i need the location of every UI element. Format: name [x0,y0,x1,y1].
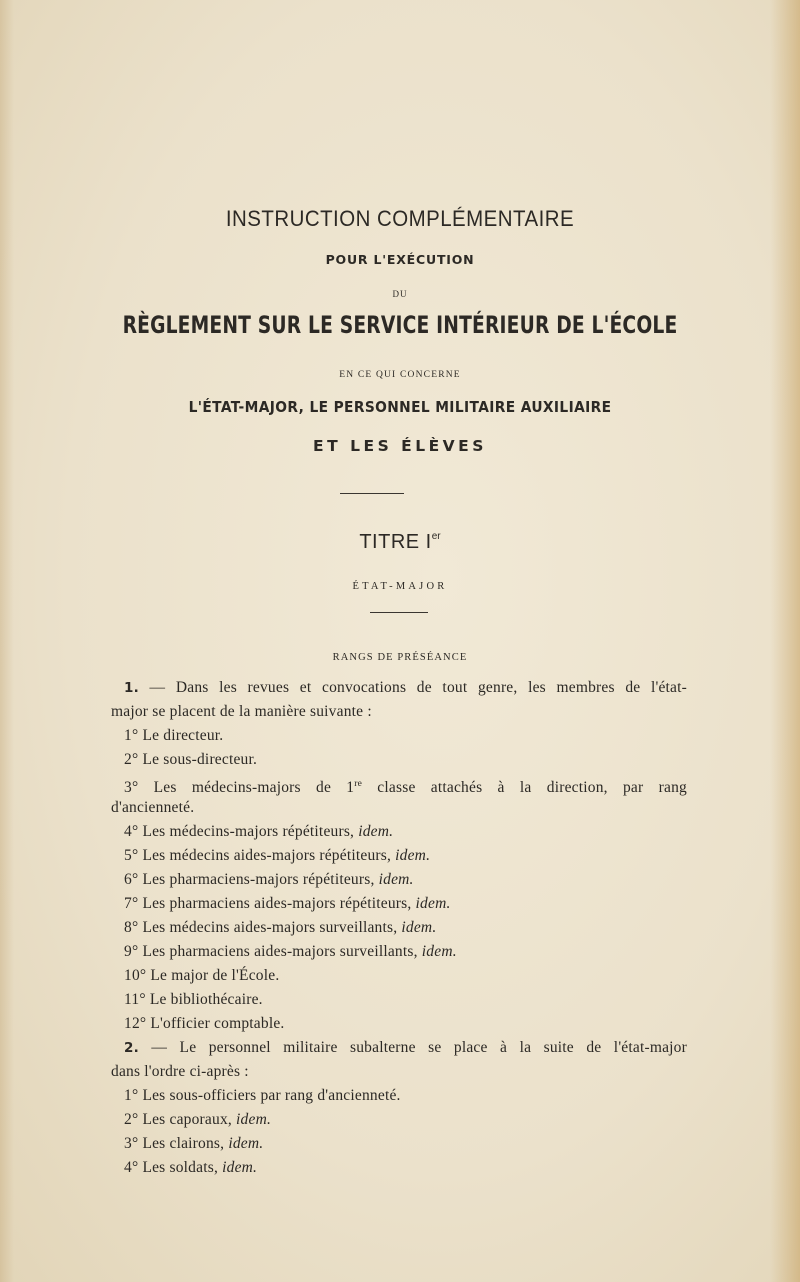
list-sup: re [354,779,363,789]
list-italic: idem. [395,847,431,864]
list-text: Les caporaux, [142,1111,237,1128]
paragraph-number: 2. [124,1040,139,1056]
divider-rule [340,493,404,494]
page-edge-right [770,0,800,1282]
list-number: 1° [124,727,139,744]
list-text: Les médecins-majors de 1 [153,779,355,796]
list-item [111,844,687,868]
list-text: Les médecins aides-majors surveillants, [142,919,402,936]
list-item [111,988,687,1012]
list-text: Les clairons, [142,1135,229,1152]
list-text: L'officier comptable. [150,1015,285,1032]
list-italic: idem. [236,1111,272,1128]
list-number: 9° [124,943,139,960]
list-text: Le directeur. [142,727,224,744]
eleves-line: ET LES ÉLÈVES [313,437,487,455]
list-item [111,772,687,796]
list-item [111,1108,687,1132]
list-item [111,1132,687,1156]
list-item [111,1156,687,1180]
list-item [111,724,687,748]
list-number: 8° [124,919,139,936]
paragraph-line [111,1036,687,1060]
list-text: classe attachés à la direction, par rang [362,779,687,796]
list-number: 10° [124,967,147,984]
list-italic: idem. [415,895,451,912]
list-italic: idem. [358,823,394,840]
reglement-title: RÈGLEMENT SUR LE SERVICE INTÉRIEUR DE L'ÉCOLE [122,311,678,339]
paragraph-line: major se placent de la manière suivante : [111,703,372,720]
list-item-continuation: d'ancienneté. [111,799,195,816]
main-title: INSTRUCTION COMPLÉMENTAIRE [225,206,575,231]
du-line: DU [392,289,408,299]
divider-rule [370,612,428,613]
list-italic: idem. [378,871,414,888]
list-number: 1° [124,1087,139,1104]
list-text: Le sous-directeur. [142,751,258,768]
paragraph-line: dans l'ordre ci-après : [111,1063,249,1080]
list-item [111,1012,687,1036]
pour-execution-line: POUR L'EXÉCUTION [325,252,475,267]
list-text: Les pharmaciens-majors répétiteurs, [142,871,379,888]
list-item [111,940,687,964]
list-text: Les médecins-majors répétiteurs, [142,823,359,840]
list-text: Le bibliothécaire. [149,991,263,1008]
list-number: 3° [124,779,139,796]
list-item [111,964,687,988]
paragraph-text: — Le personnel militaire subalterne se place à la suite de l'état-major [138,1039,687,1056]
list-number: 11° [124,991,146,1008]
list-text: Les soldats, [142,1159,223,1176]
titre-label: TITRE I [359,531,432,553]
titre-heading [0,531,800,554]
list-text: Les pharmaciens aides-majors surveillants, [142,943,422,960]
paragraph-number: 1. [124,680,139,696]
list-item [111,868,687,892]
list-number: 4° [124,823,139,840]
list-item [111,1084,687,1108]
list-text: Les médecins aides-majors répétiteurs, [142,847,396,864]
list-italic: idem. [222,1159,258,1176]
list-italic: idem. [228,1135,264,1152]
list-italic: idem. [421,943,457,960]
etat-major-personnel-line: L'ÉTAT-MAJOR, LE PERSONNEL MILITAIRE AUXILIAIRE [188,398,612,416]
paragraph-text: — Dans les revues et convocations de tout genre, les membres de l'état- [138,679,687,696]
list-item [111,916,687,940]
list-number: 2° [124,1111,139,1128]
list-number: 2° [124,751,139,768]
list-text: Les pharmaciens aides-majors répétiteurs, [142,895,416,912]
list-text: Les sous-officiers par rang d'ancienneté. [142,1087,401,1104]
paragraph-line [111,676,687,700]
list-number: 7° [124,895,139,912]
list-number: 3° [124,1135,139,1152]
titre-subtitle: ÉTAT-MAJOR [352,581,448,592]
page-edge-left [0,0,14,1282]
list-number: 6° [124,871,139,888]
titre-sup: er [431,531,441,542]
list-text: Le major de l'École. [150,967,280,984]
list-number: 5° [124,847,139,864]
list-italic: idem. [401,919,437,936]
list-item [111,892,687,916]
concerne-line: EN CE QUI CONCERNE [339,370,461,380]
list-number: 12° [124,1015,147,1032]
list-item [111,748,687,772]
section-heading: RANGS DE PRÉSÉANCE [332,652,468,663]
body-text [111,676,687,1180]
list-number: 4° [124,1159,139,1176]
list-item [111,820,687,844]
